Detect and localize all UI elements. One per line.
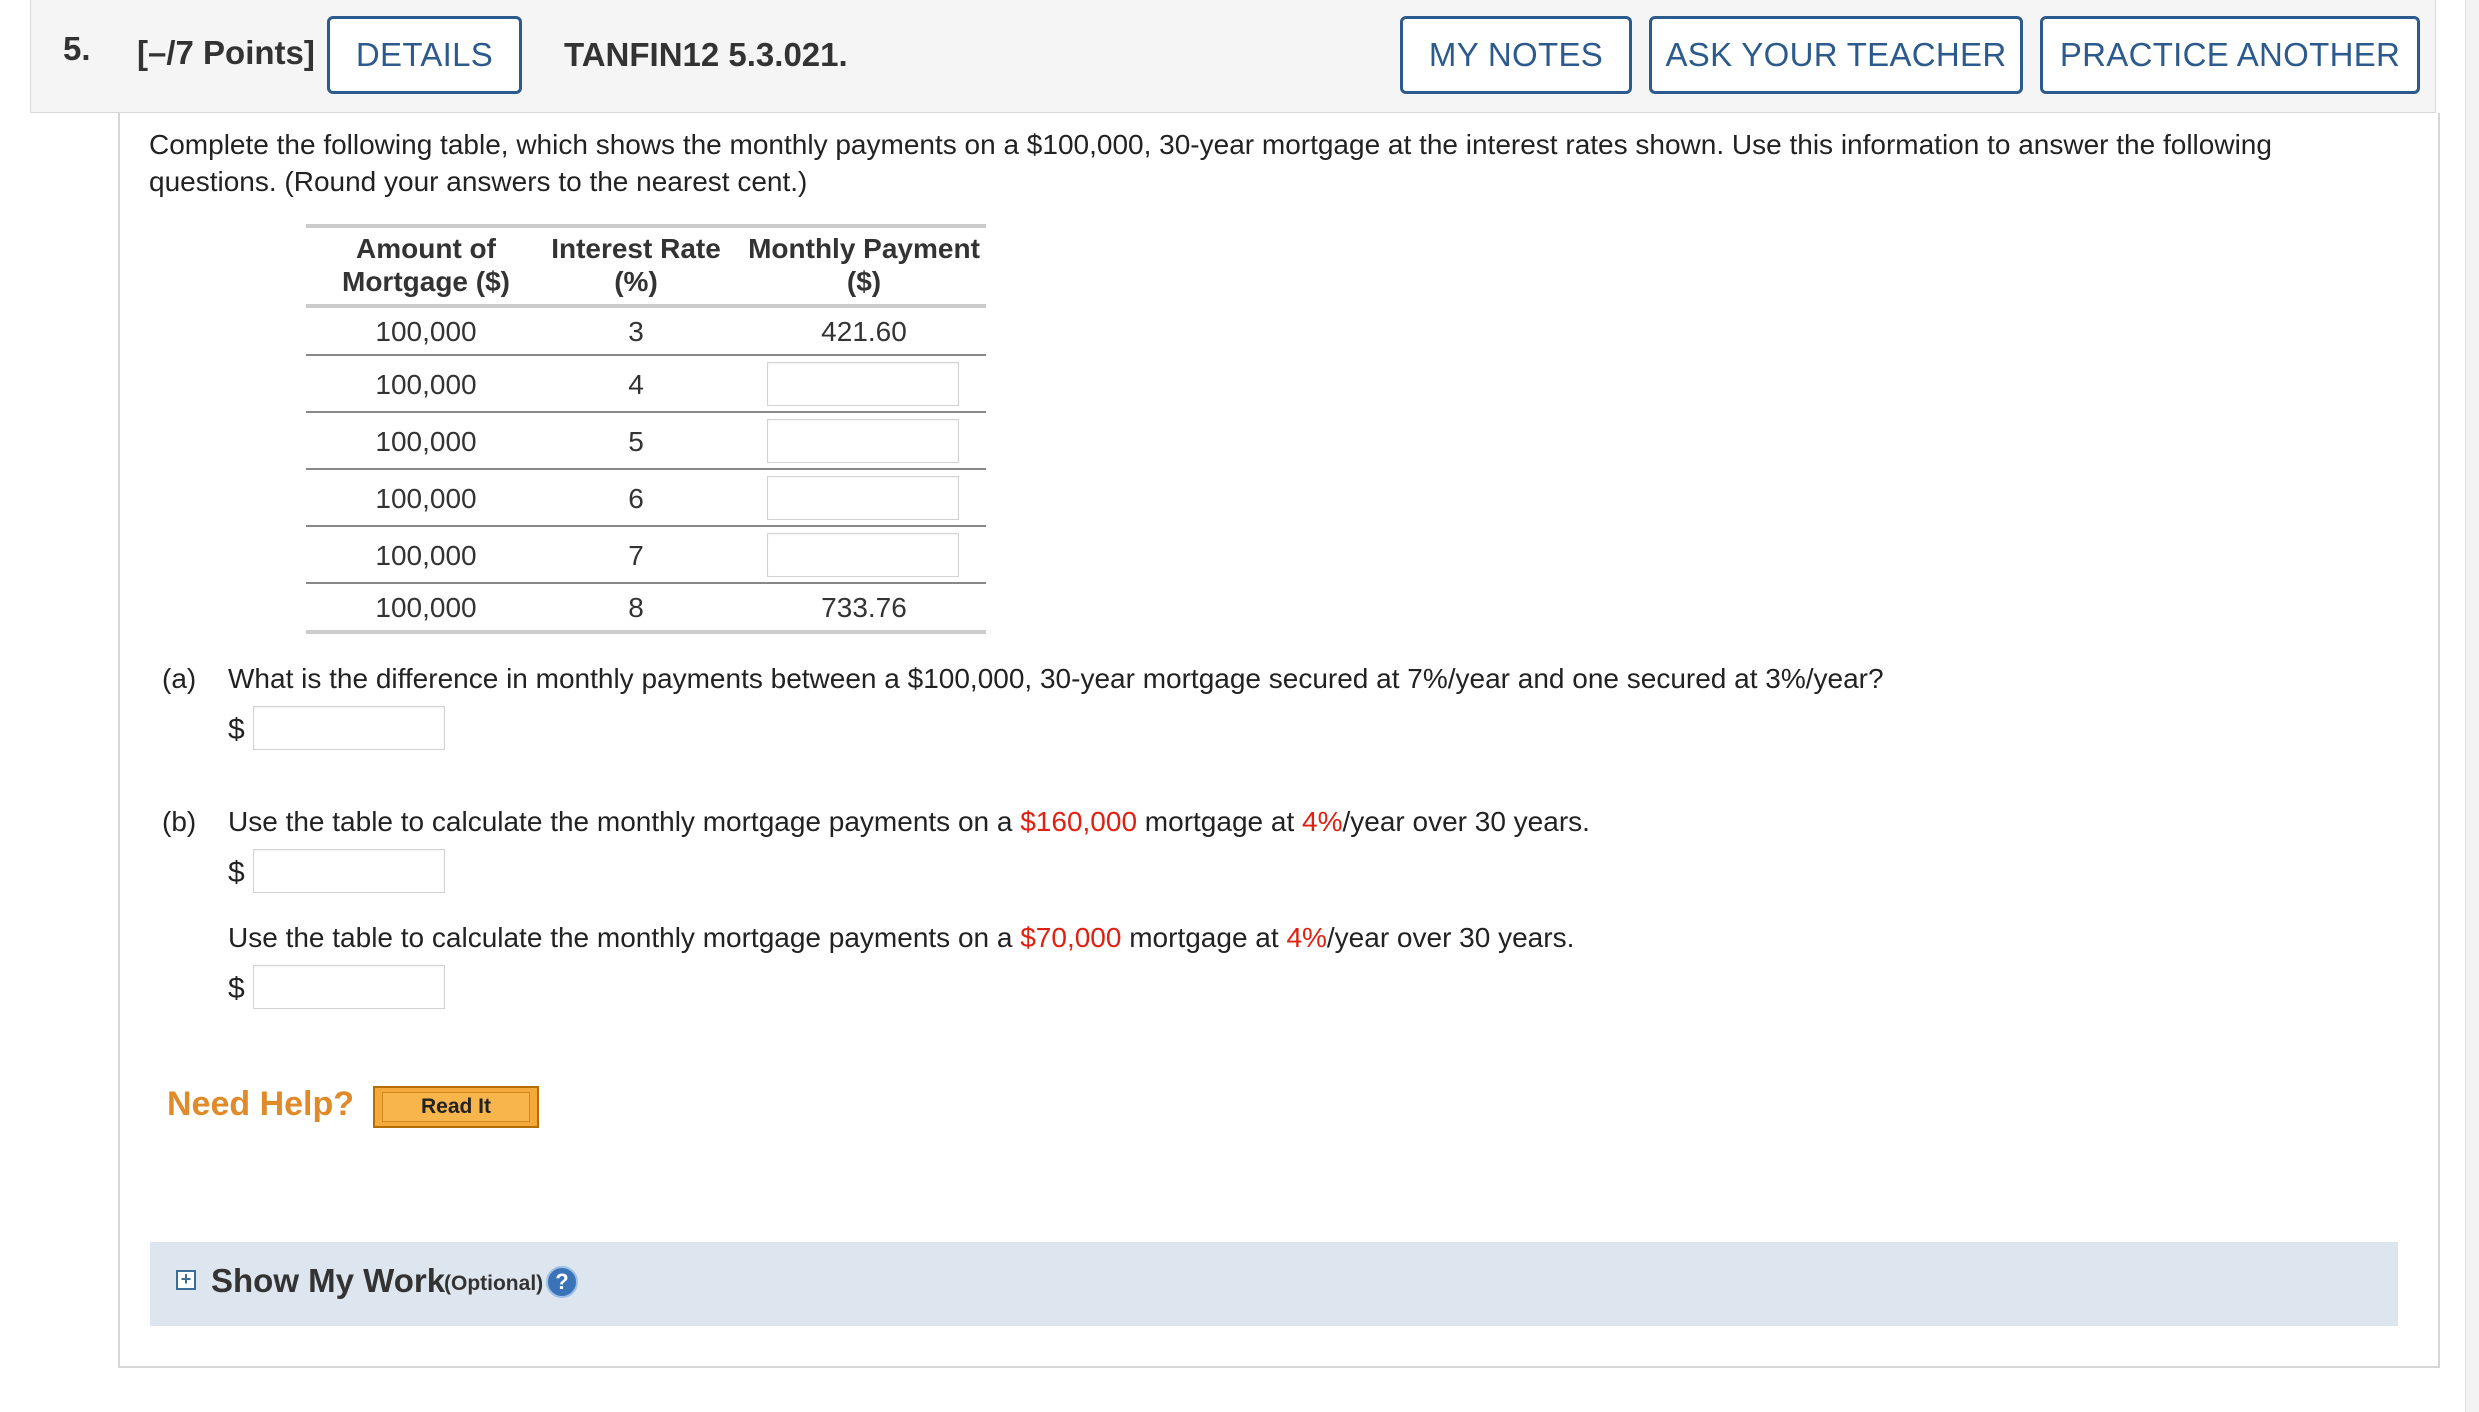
table-row-rule (306, 525, 986, 527)
ask-teacher-button[interactable]: ASK YOUR TEACHER (1649, 16, 2023, 94)
need-help-label: Need Help? (167, 1085, 355, 1123)
highlight-rate: 4% (1302, 806, 1343, 837)
table-bottom-rule (306, 630, 986, 634)
table-row-rule (306, 354, 986, 356)
table-cell-amount: 100,000 (375, 540, 477, 571)
practice-another-button[interactable]: PRACTICE ANOTHER (2040, 16, 2420, 94)
table-cell-payment: 421.60 (821, 316, 907, 347)
table-header-amount: Amount of Mortgage ($) (342, 233, 510, 297)
payment-input-6pct[interactable] (767, 476, 959, 520)
currency-symbol: $ (228, 972, 245, 1005)
currency-symbol: $ (228, 856, 245, 889)
part-a-question: What is the difference in monthly payments between a $100,000, 30-year mortgage secured at 7%/year and one secured at 3%/year? (228, 663, 1884, 694)
highlight-amount: $70,000 (1020, 922, 1122, 953)
table-row-rule (306, 411, 986, 413)
question-points: [–/7 Points] (137, 34, 315, 71)
question-text: mortgage at (1121, 922, 1287, 953)
question-number: 5. (63, 30, 91, 67)
question-text: /year over 30 years. (1342, 806, 1590, 837)
question-id: TANFIN12 5.3.021. (564, 36, 848, 73)
table-cell-rate: 7 (628, 540, 644, 571)
payment-input-7pct[interactable] (767, 533, 959, 577)
optional-label: (Optional) (444, 1272, 544, 1295)
question-header (30, 0, 2436, 113)
payment-input-4pct[interactable] (767, 362, 959, 406)
table-cell-amount: 100,000 (375, 426, 477, 457)
table-cell-amount: 100,000 (375, 483, 477, 514)
details-button[interactable]: DETAILS (327, 16, 522, 94)
highlight-rate: 4% (1286, 922, 1327, 953)
table-cell-amount: 100,000 (375, 369, 477, 400)
table-cell-amount: 100,000 (375, 316, 477, 347)
part-b-answer-input-2[interactable] (253, 965, 445, 1009)
table-cell-rate: 5 (628, 426, 644, 457)
table-row-rule (306, 582, 986, 584)
question-text: Use the table to calculate the monthly mortgage payments on a (228, 922, 1021, 953)
table-row-rule (306, 468, 986, 470)
question-card (118, 113, 2440, 1368)
part-b-question-1 (228, 806, 1590, 838)
part-b-label: (b) (162, 806, 197, 837)
payment-input-5pct[interactable] (767, 419, 959, 463)
table-cell-rate: 3 (628, 316, 644, 347)
table-cell-amount: 100,000 (375, 592, 477, 623)
part-b-answer-input-1[interactable] (253, 849, 445, 893)
window-edge-strip (2465, 0, 2479, 1412)
show-my-work-title[interactable]: Show My Work (211, 1262, 446, 1299)
question-text: Use the table to calculate the monthly mortgage payments on a (228, 806, 1021, 837)
table-cell-rate: 8 (628, 592, 644, 623)
table-header-rule (306, 304, 986, 308)
read-it-label: Read It (382, 1092, 530, 1122)
my-notes-button[interactable]: MY NOTES (1400, 16, 1632, 94)
table-header-payment: Monthly Payment ($) (748, 233, 980, 297)
question-intro: Complete the following table, which shows the monthly payments on a $100,000, 30-year mortgage at the interest rates shown. Use this information to answer the following questions. (Round your answers to the nearest cent.) (149, 129, 2272, 197)
help-question-icon[interactable]: ? (546, 1266, 578, 1298)
part-b-question-2 (228, 922, 1574, 954)
table-top-rule (306, 224, 986, 228)
part-a-label: (a) (162, 663, 197, 694)
table-cell-rate: 6 (628, 483, 644, 514)
part-a-answer-input[interactable] (253, 706, 445, 750)
expand-plus-icon[interactable]: + (176, 1270, 196, 1290)
table-cell-payment: 733.76 (821, 592, 907, 623)
highlight-amount: $160,000 (1020, 806, 1138, 837)
question-text: mortgage at (1137, 806, 1303, 837)
table-header-rate: Interest Rate (%) (551, 233, 721, 297)
question-text: /year over 30 years. (1326, 922, 1575, 953)
read-it-button[interactable] (373, 1086, 539, 1128)
table-cell-rate: 4 (628, 369, 644, 400)
currency-symbol: $ (228, 713, 245, 746)
